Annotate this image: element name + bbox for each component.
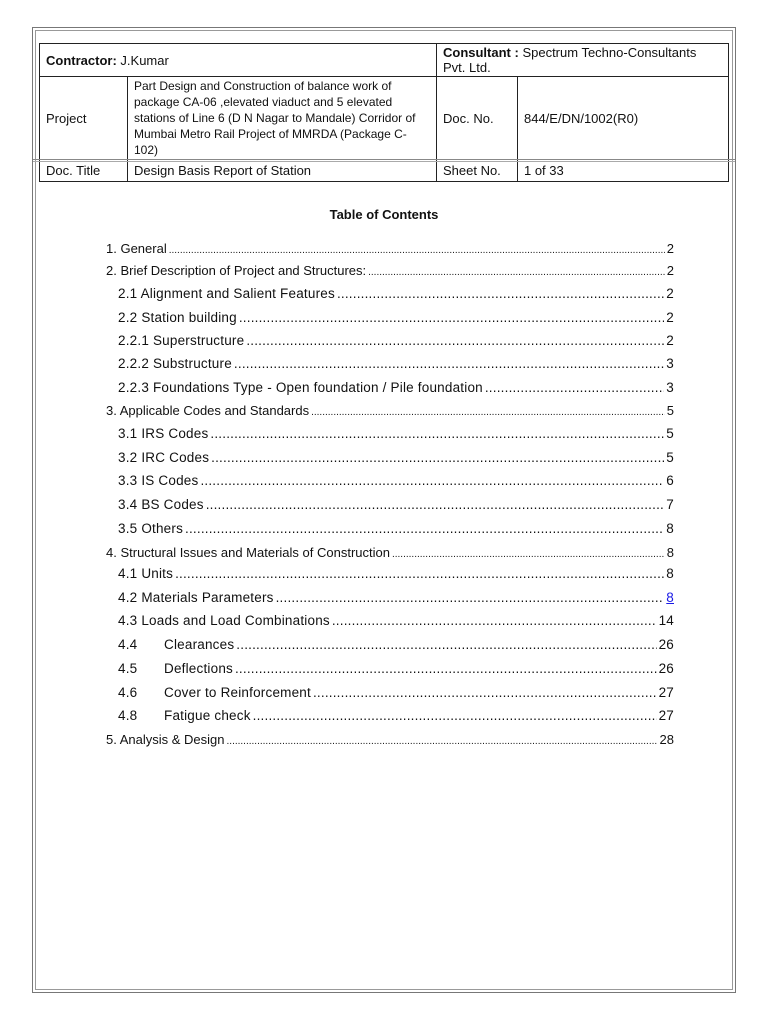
toc-entry-text: 2.1 Alignment and Salient Features <box>118 286 335 301</box>
toc-entry-text: 4.2 Materials Parameters <box>118 590 274 605</box>
toc-leader-dots <box>175 566 664 581</box>
toc-page-number: 27 <box>658 685 674 700</box>
toc-page-number[interactable]: 8 <box>666 590 674 605</box>
toc-entry-label <box>118 450 209 465</box>
toc-leader-dots <box>234 356 664 371</box>
toc-entry-label <box>106 545 390 560</box>
toc-entry-label <box>118 356 232 371</box>
toc-entry-text: 2. Brief Description of Project and Structures: <box>106 263 367 278</box>
toc-entry-label <box>118 685 311 700</box>
toc-entry-label <box>118 426 208 441</box>
toc-entry[interactable] <box>118 685 674 700</box>
toc-entry-text: Cover to Reinforcement <box>164 685 311 700</box>
toc-leader-dots <box>253 708 657 723</box>
toc-entry-label <box>118 637 234 652</box>
toc-entry-text: 2.2.2 Substructure <box>118 356 232 371</box>
toc-page-number: 2 <box>666 241 674 256</box>
toc-entry-number: 4.6 <box>118 685 138 700</box>
toc-entry-label <box>118 661 233 676</box>
toc-page-number: 5 <box>666 403 674 418</box>
toc-entry-label <box>118 497 204 512</box>
toc-entry[interactable] <box>118 380 674 395</box>
toc-page-number: 26 <box>658 661 674 676</box>
consultant-cell <box>436 44 728 77</box>
toc-entry-text: 4.3 Loads and Load Combinations <box>118 613 330 628</box>
toc-entry[interactable] <box>118 661 674 676</box>
toc-entry[interactable] <box>106 403 674 418</box>
consultant-label: Consultant : <box>442 45 519 60</box>
doctitle-value: Design Basis Report of Station <box>128 160 437 182</box>
toc-entry[interactable] <box>118 566 674 581</box>
toc-page-number: 2 <box>666 310 674 325</box>
toc-entry-label <box>118 708 251 723</box>
toc-entry[interactable] <box>118 426 674 441</box>
toc-entry[interactable] <box>106 263 674 278</box>
toc-entry-number: 4.8 <box>118 708 138 723</box>
toc-entry[interactable] <box>118 497 674 512</box>
toc-entry-text: Deflections <box>164 661 233 676</box>
toc-entry-text: 2.2.3 Foundations Type - Open foundation / Pile foundation <box>118 380 483 395</box>
project-label: Project <box>40 77 128 160</box>
toc-entry[interactable] <box>118 637 674 652</box>
toc-entry-label <box>118 286 335 301</box>
contractor-value: J.Kumar <box>120 52 169 68</box>
toc-entry[interactable] <box>118 521 674 536</box>
toc-entry[interactable] <box>118 286 674 301</box>
toc-entry-text: Clearances <box>164 637 235 652</box>
toc-entry-label <box>106 403 309 418</box>
toc-entry[interactable] <box>106 241 674 256</box>
toc-leader-dots <box>311 407 665 418</box>
toc-entry[interactable] <box>106 545 674 560</box>
toc-leader-dots <box>211 450 664 465</box>
toc-entry-text: 3.3 IS Codes <box>118 473 199 488</box>
toc-leader-dots <box>332 613 657 628</box>
toc-entry-text: 4.1 Units <box>118 566 174 581</box>
toc-entry[interactable] <box>118 613 674 628</box>
toc-page-number: 3 <box>666 380 674 395</box>
toc-entry-label <box>118 310 237 325</box>
toc-leader-dots <box>368 267 665 278</box>
toc-entry-text: 3.5 Others <box>118 521 184 536</box>
toc-page-number: 8 <box>666 521 674 536</box>
toc-page-number: 8 <box>666 566 674 581</box>
toc-entry-number: 4.5 <box>118 661 138 676</box>
toc-leader-dots <box>235 661 657 676</box>
toc-entry-text: 5. Analysis & Design <box>106 732 225 747</box>
doctitle-label: Doc. Title <box>40 160 128 182</box>
toc-entry-label <box>118 333 244 348</box>
toc-entry-label <box>106 241 167 256</box>
toc-entry[interactable] <box>118 473 674 488</box>
toc-leader-dots <box>210 426 664 441</box>
toc-entry-text: 3.2 IRC Codes <box>118 450 210 465</box>
toc-leader-dots <box>392 549 665 560</box>
toc-page-number: 5 <box>666 450 674 465</box>
toc-entry-text: Fatigue check <box>164 708 251 723</box>
toc-entry[interactable] <box>118 450 674 465</box>
toc-page-number: 7 <box>666 497 674 512</box>
toc-entry-text: 1. General <box>106 241 167 256</box>
toc-entry-label <box>106 732 225 747</box>
header-divider <box>33 161 735 162</box>
toc-entry-number: 4.4 <box>118 637 138 652</box>
sheet-label: Sheet No. <box>436 160 517 182</box>
toc-leader-dots <box>206 497 665 512</box>
toc-entry[interactable] <box>118 310 674 325</box>
toc-entry[interactable] <box>106 732 674 747</box>
consultant-value: Spectrum Techno-Consultants Pvt. Ltd. <box>442 45 697 75</box>
contractor-cell <box>40 44 437 77</box>
toc-entry-text: 2.2 Station building <box>118 310 237 325</box>
toc-leader-dots <box>246 333 664 348</box>
toc-leader-dots <box>276 590 665 605</box>
toc-leader-dots <box>185 521 664 536</box>
toc-leader-dots <box>485 380 664 395</box>
sheet-value: 1 of 33 <box>517 160 728 182</box>
toc-page-number: 6 <box>666 473 674 488</box>
toc-page-number: 5 <box>666 426 674 441</box>
toc-entry-label <box>106 263 366 278</box>
docno-value: 844/E/DN/1002(R0) <box>517 77 728 160</box>
toc-entry[interactable] <box>118 356 674 371</box>
toc-entry-label <box>118 613 330 628</box>
toc-entry-label <box>118 380 483 395</box>
toc-page-number: 14 <box>658 613 674 628</box>
toc-entry-text: 3.1 IRS Codes <box>118 426 209 441</box>
project-value: Part Design and Construction of balance work of package CA-06 ,elevated viaduct and 5 elevated stations of Line 6 (D N Nagar to Mandale) Corridor of Mumbai Metro Rail Project of MMRDA (Package C-102) <box>128 77 437 160</box>
toc-entry-text: 2.2.1 Superstructure <box>118 333 245 348</box>
toc-entry-text: 4. Structural Issues and Materials of Construction <box>106 545 390 560</box>
toc-leader-dots <box>169 245 665 256</box>
toc-entry-label <box>118 473 198 488</box>
toc-leader-dots <box>200 473 664 488</box>
toc-leader-dots <box>227 736 658 747</box>
toc-page-number: 27 <box>658 708 674 723</box>
toc-title: Table of Contents <box>329 207 439 222</box>
toc-entry[interactable] <box>118 333 674 348</box>
contractor-label: Contractor: <box>46 52 117 68</box>
toc-page-number: 2 <box>666 286 674 301</box>
toc-page-number: 2 <box>666 263 674 278</box>
docno-label: Doc. No. <box>436 77 517 160</box>
toc-entry-text: 3.4 BS Codes <box>118 497 204 512</box>
toc-page-number: 2 <box>666 333 674 348</box>
toc-entry[interactable] <box>118 590 674 605</box>
toc-page-number: 8 <box>666 545 674 560</box>
toc-page-number: 3 <box>666 356 674 371</box>
toc-leader-dots <box>236 637 656 652</box>
toc-entry-label <box>118 521 183 536</box>
toc-entry-text: 3. Applicable Codes and Standards <box>106 403 310 418</box>
toc-page-number: 26 <box>658 637 674 652</box>
toc-entry[interactable] <box>118 708 674 723</box>
header-divider <box>33 159 735 160</box>
toc-entry-label <box>118 566 173 581</box>
toc-leader-dots <box>337 286 664 301</box>
toc-leader-dots <box>239 310 664 325</box>
toc-page-number: 28 <box>659 732 674 747</box>
toc-entry-label <box>118 590 274 605</box>
toc-leader-dots <box>313 685 657 700</box>
